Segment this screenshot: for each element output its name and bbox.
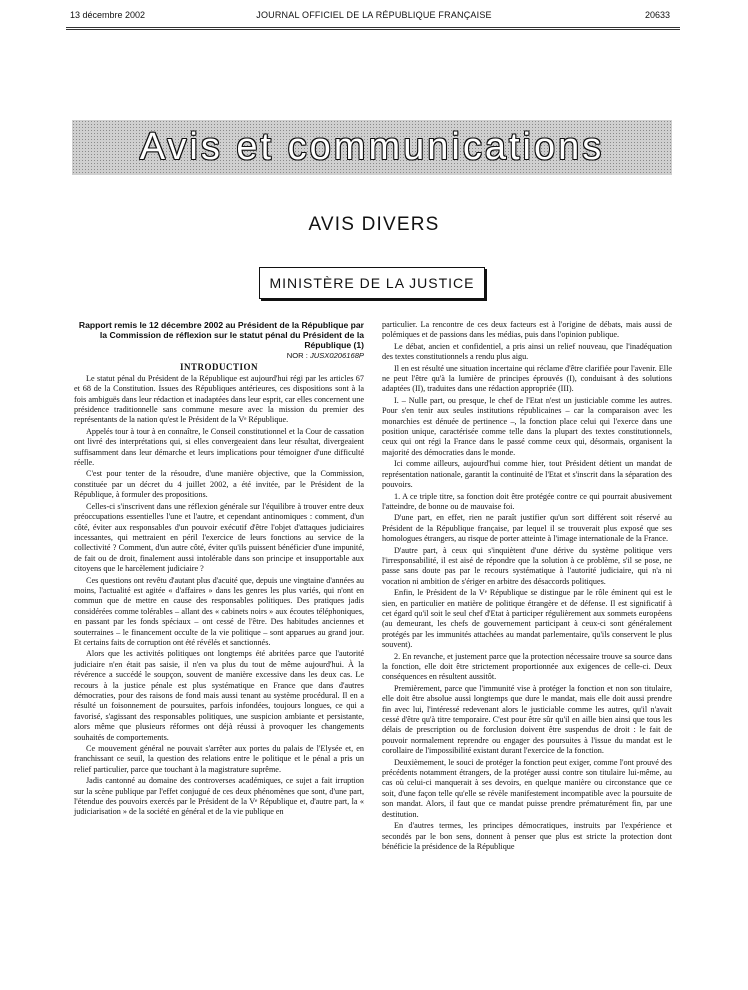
body-paragraph: C'est pour tenter de la résoudre, d'une manière objective, que la Commission, constituée par un décret du 4 juillet 2002, a été invitée, par le Président de la République, à formuler des propositions. xyxy=(74,469,364,500)
body-paragraph: Ici comme ailleurs, aujourd'hui comme hier, tout Président détient un mandat de représentation nationale, garantit la continuité de l'Etat et s'inscrit dans la séparation des pouvoirs. xyxy=(382,459,672,490)
body-paragraph: Le statut pénal du Président de la République est aujourd'hui régi par les articles 67 et 68 de la Constitution. Issues des Républiques antérieures, ces dispositions sont à la fois ambiguës dans leur rédaction et inadaptées dans leur esprit, car elles concernent une présidence traditionnelle sans commune mesure avec la mission du premier des représentants de la nation qu'est le Président de la Vᵉ République. xyxy=(74,373,364,425)
body-paragraph: 2. En revanche, et justement parce que la protection nécessaire trouve sa source dans la fonction, elle doit être strictement proportionnée aux exigences de celle-ci. Deux conséquences en résultent aussitôt. xyxy=(382,651,672,682)
header-journal-title: JOURNAL OFFICIEL DE LA RÉPUBLIQUE FRANÇAISE xyxy=(256,10,492,20)
report-title: Rapport remis le 12 décembre 2002 au Président de la République par la Commission de réflexion sur le statut pénal du Président de la République (1) xyxy=(78,320,364,350)
body-paragraph: Enfin, le Président de la Vᵉ République se distingue par le rôle éminent qui est le sien, en particulier en matière de politique étrangère et de défense. Il est significatif à cet égard qu'il soit le seul chef d'Etat à participer régulièrement aux sommets européens (au demeurant, les chefs de gouvernement participant à ceux-ci sont généralement protégés par les immunités attachées au mandat parlementaire, qu'ils conservent le plus souvent). xyxy=(382,588,672,650)
body-paragraph: Ce mouvement général ne pouvait s'arrêter aux portes du palais de l'Elysée et, en franchissant ce seuil, la question des relations entre le politique et le pénal a pris un relief particulier, parce que touchant à la magistrature suprême. xyxy=(74,744,364,774)
body-paragraph: En d'autres termes, les principes démocratiques, instruits par l'expérience et secondés par le bon sens, donnent à penser que plus est stricte la protection dont bénéficie la présidence de la République xyxy=(382,821,672,851)
header-page-number: 20633 xyxy=(644,10,670,20)
body-paragraph: 1. A ce triple titre, sa fonction doit être protégée contre ce qui pourrait abusivement l'atteindre, de bonne ou de mauvaise foi. xyxy=(382,491,672,511)
nor-code: JUSX0206168P xyxy=(309,351,364,360)
section-title: AVIS DIVERS xyxy=(308,214,440,235)
body-paragraph: D'autre part, à ceux qui s'inquiètent d'une dérive du système politique vers l'irresponsabilité, il est aisé de répondre que la solution à ce problème, s'il se pose, ne passe sans doute pas par le recours systématique à l'autorité judiciaire, qui n'a ni vocation ni ambition de s'ériger en arbitre des désaccords politiques. xyxy=(382,545,672,586)
body-paragraph: Deuxièmement, le souci de protéger la fonction peut exiger, comme l'ont prouvé des précédents notamment étrangers, de la protéger aussi contre son titulaire lui-même, au cas où celui-ci manquerait à ses devoirs, en quelque manière ou circonstance que ce soit, d'une façon telle qu'elle se révèle manifestement incompatible avec la poursuite de son mandat. Alors, il faut que ce mandat puisse prendre prématurément fin, par une destitution. xyxy=(382,757,672,819)
ministry-box xyxy=(259,267,485,299)
introduction-heading: INTRODUCTION xyxy=(179,362,258,373)
body-paragraph: D'une part, en effet, rien ne paraît justifier qu'un sort différent soit réservé au Président de la République française, par lequel il se trouverait plus exposé que ses homologues étrangers, au risque de porter atteinte à l'image internationale de la France. xyxy=(382,513,672,544)
body-paragraph: Le débat, ancien et confidentiel, a pris ainsi un relief nouveau, que l'inadéquation des textes constitutionnels a rendu plus aigu. xyxy=(382,341,672,362)
left-column xyxy=(74,320,364,819)
body-paragraph: Jadis cantonné au domaine des controverses académiques, ce sujet a fait irruption sur la scène publique par l'effet conjugué de ces deux phénomènes que sont, d'une part, l'étendue des pouvoirs exercés par le Président de la Vᵉ République et, d'autre part, la « judiciarisation » de la société en général et de la vie publique en xyxy=(74,776,364,817)
body-paragraph: particulier. La rencontre de ces deux facteurs est à l'origine de débats, mais aussi de polémiques et de passions dans les médias, puis dans l'opinion publique. xyxy=(382,320,672,340)
ministry-label: MINISTÈRE DE LA JUSTICE xyxy=(269,275,475,291)
section-banner xyxy=(72,120,672,175)
nor-label: NOR : xyxy=(286,351,308,360)
body-paragraph: Appelés tour à tour à en connaître, le Conseil constitutionnel et la Cour de cassation ont livré des interprétations qui, si elles convergeaient dans leur résultat, divergeaient suffisamment dans leur démarche et leurs implications pour témoigner d'une difficulté réelle. xyxy=(74,426,364,468)
body-paragraph: Premièrement, parce que l'immunité vise à protéger la fonction et non son titulaire, elle doit être absolue aussi longtemps que dure le mandat, mais elle doit aussi prendre fin avec lui, l'intéressé redevenant alors le justiciable comme les autres, qu'il n'avait cessé d'être qu'à titre temporaire. C'est pour être sûr qu'il en aille bien ainsi que tous les délais de prescription ou de forclusion doivent être suspendus de droit : le fait de pouvoir normalement reprendre ou engager des poursuites à l'issue du mandat est le corollaire de l'impossibilité existant durant l'exercice de la fonction. xyxy=(382,683,672,756)
header-rule xyxy=(66,27,680,28)
nor-reference xyxy=(74,351,364,361)
header-date: 13 décembre 2002 xyxy=(70,10,146,20)
banner-title: Avis et communications xyxy=(139,126,605,168)
body-paragraph: Celles-ci s'inscrivent dans une réflexion générale sur l'équilibre à trouver entre deux préoccupations essentielles l'une et l'autre, et cependant antinomiques : comment, d'un côté, éviter aux responsables d'un pouvoir exécutif d'être l'objet d'attaques judiciaires incessantes, qui mettraient en péril l'exercice de leurs fonctions au service de la collectivité ? Comment, d'un autre côté, éviter qu'ils puissent bénéficier d'une impunité, de fait ou de droit, finalement aussi intolérable dans son principe et insupportable aux citoyens que le harcèlement judiciaire ? xyxy=(74,501,364,574)
body-paragraph: Ces questions ont revêtu d'autant plus d'acuité que, depuis une vingtaine d'années au moins, l'actualité est agitée « d'affaires » dans les genres les plus variés, qui n'ont en commun que de mettre en cause des responsables politiques. Des pratiques jadis considérées comme tolérables – allant des « cabinets noirs » aux écoutes téléphoniques, en passant par les fonds spéciaux – ont cessé de l'être. Des habitudes anciennes et souterraines – le financement occulte de la vie politique – sont apparues au grand jour. Et certains faits de corruption ont été révélés et sanctionnés. xyxy=(74,575,364,647)
right-column xyxy=(382,320,672,853)
header-rule-double xyxy=(66,29,680,30)
body-paragraph: Alors que les activités politiques ont longtemps été abritées parce que l'autorité judiciaire n'en était pas saisie, il n'en va plus du tout de même aujourd'hui. À la révérence a succédé le soupçon, souvent de manière excessive dans les deux cas. Le recours à la justice pénale est plus systématique en France que dans d'autres démocraties, pour des raisons de fond mais aussi tenant au système procédural. Il en a résulté un foisonnement de poursuites, parfois infondées, toujours longues, ce qui a favorisé, s'agissant des responsables politiques, une suspicion ambiante et persistante, alors même que plusieurs réformes ont déjà réussi à provoquer les changements souhaités de comportements. xyxy=(74,649,364,742)
body-paragraph: Il en est résulté une situation incertaine qui réclame d'être clarifiée pour l'avenir. Elle ne peut l'être qu'à la lumière de principes éprouvés (I), conduisant à des solutions adaptées (II), traduites dans une rédaction appropriée (III). xyxy=(382,363,672,394)
body-paragraph: I. – Nulle part, ou presque, le chef de l'Etat n'est un justiciable comme les autres. Pour s'en tenir aux seules institutions républicaines – car la comparaison avec les monarchies est dénuée de pertinence –, la fonction place celui qui l'exerce dans une position unique, caractérisée comme telle dans la plupart des textes constitutionnels, ceux qui ont régi la France dans le passé comme ceux qui, désormais, organisent la majorité des démocraties dans le monde. xyxy=(382,395,672,457)
